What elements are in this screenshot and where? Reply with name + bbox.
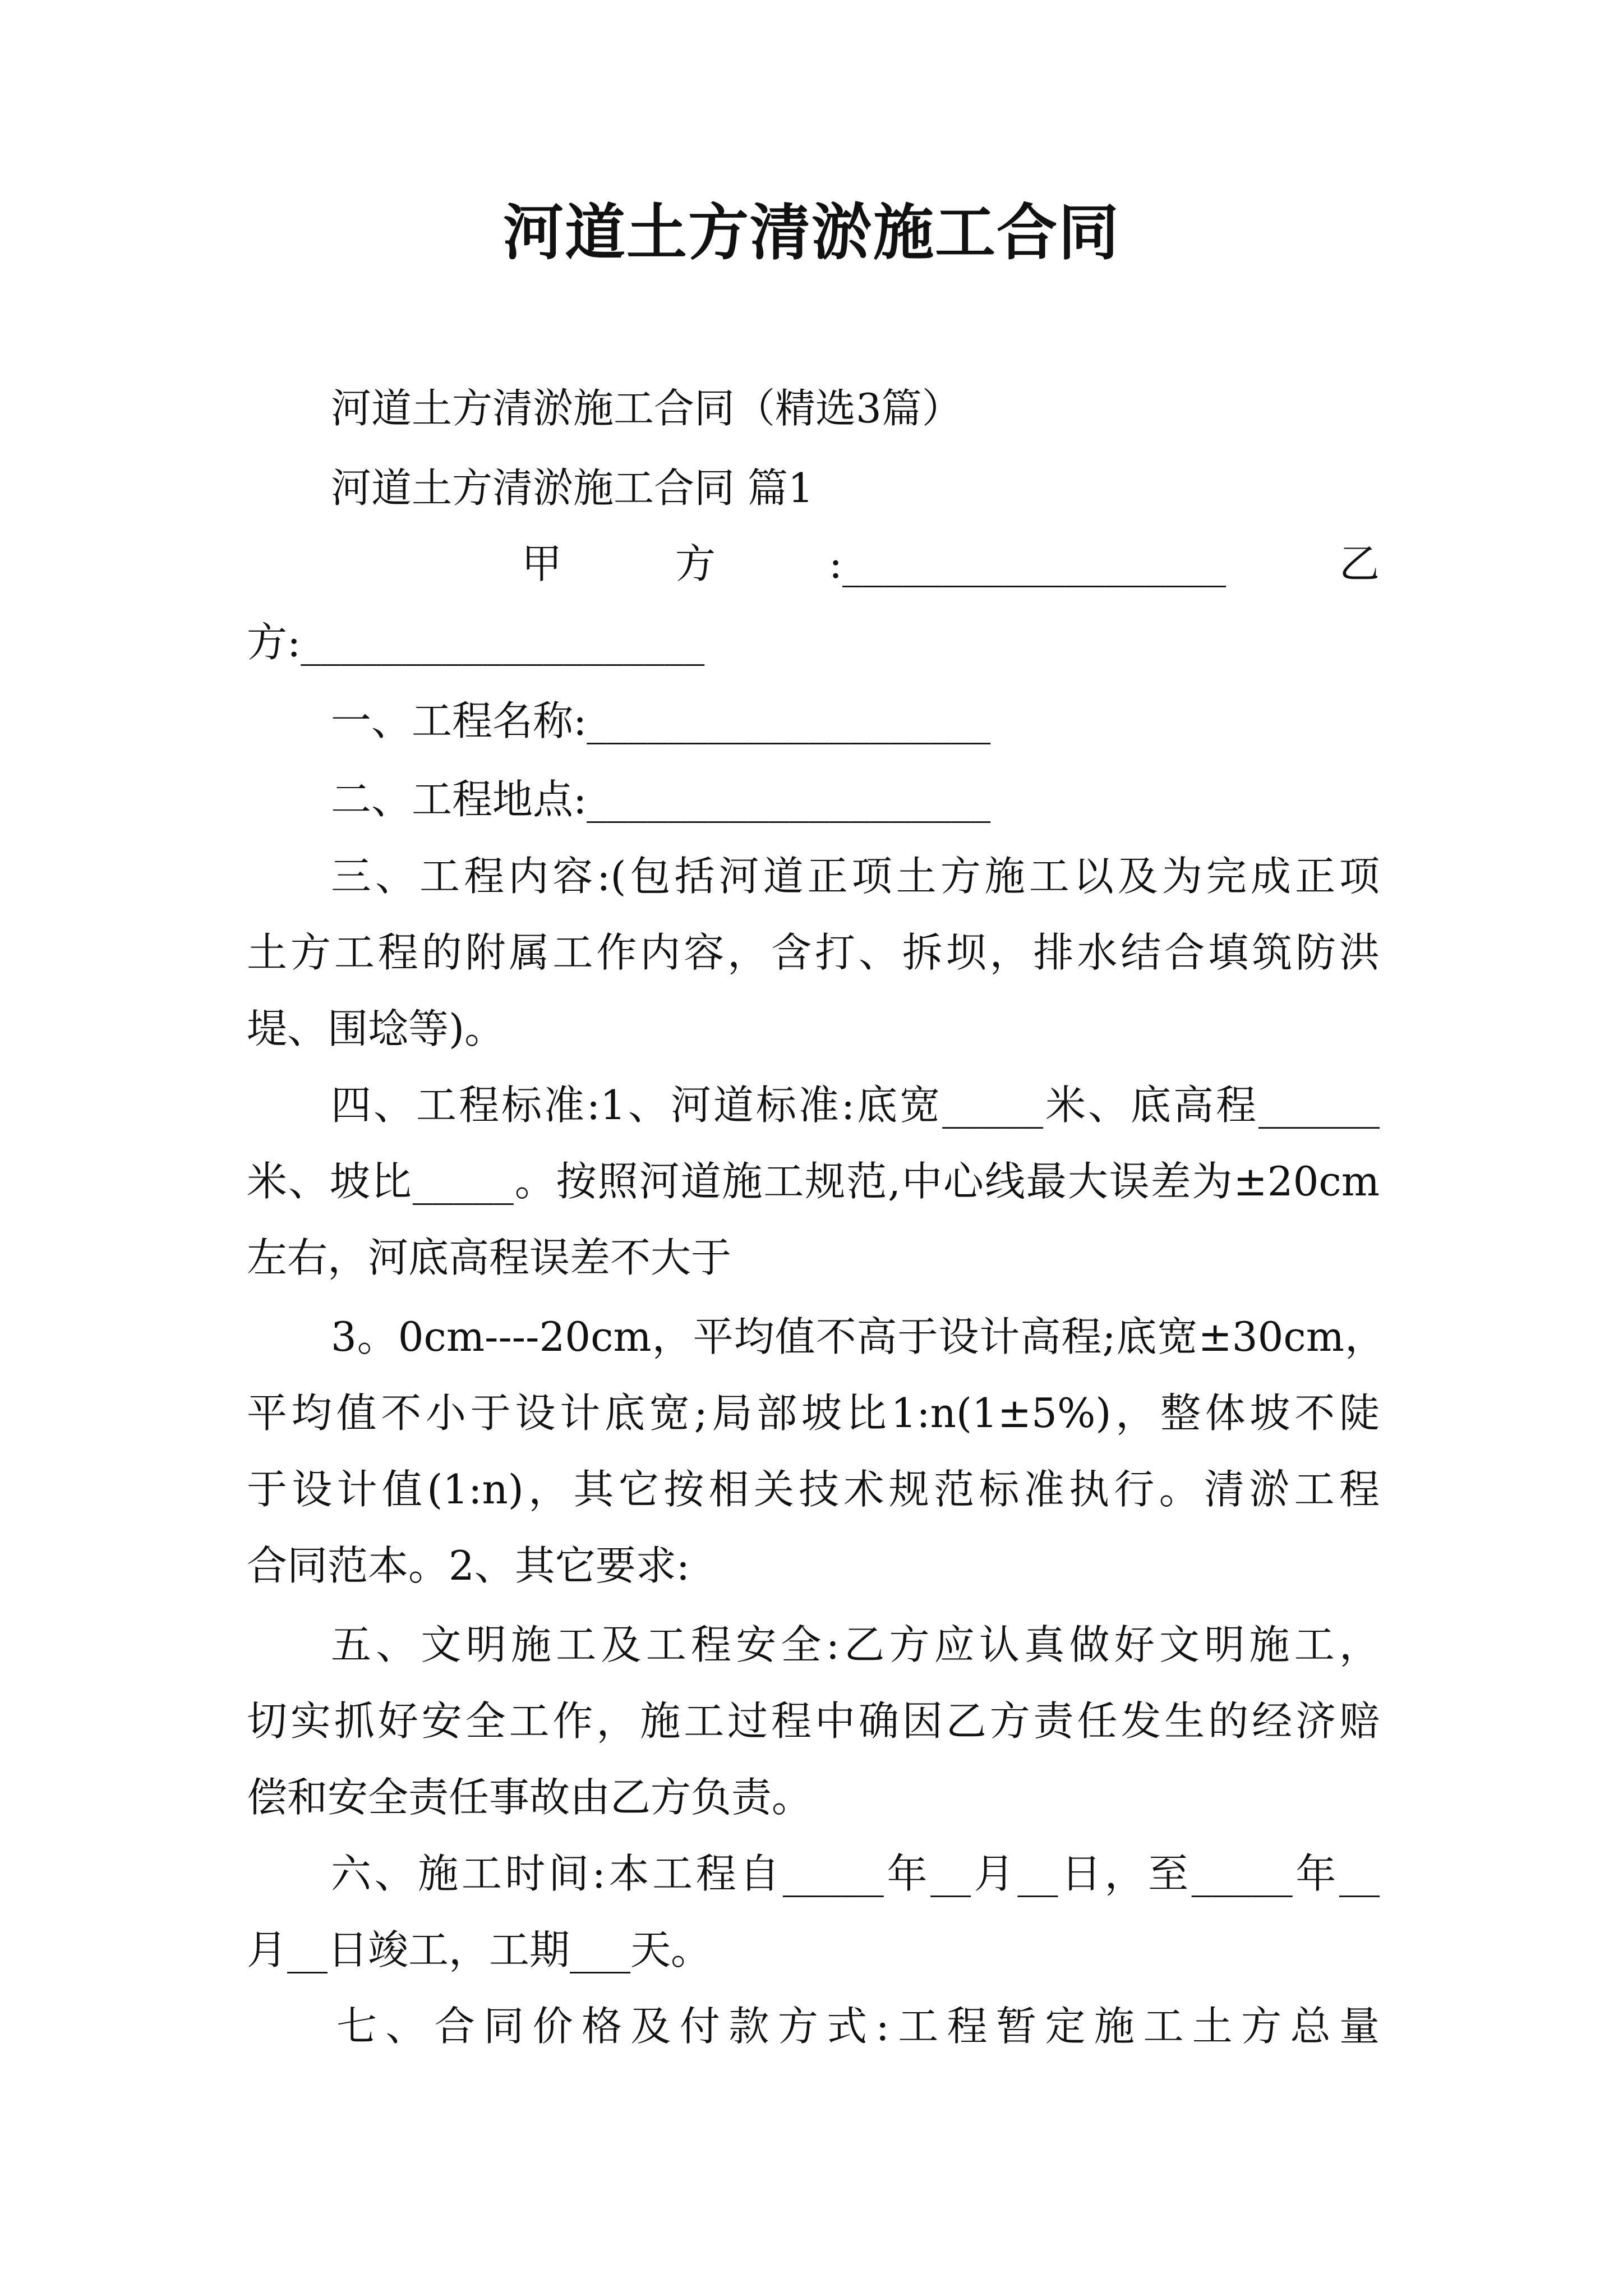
standard-line-3: 左右，河底高程误差不大于	[247, 1234, 732, 1281]
standard-line-1: 四、工程标准:1、河道标准:底宽_____米、底高程______	[331, 1082, 1380, 1129]
safety-line-1: 五、文明施工及工程安全:乙方应认真做好文明施工，	[331, 1621, 1380, 1668]
party-b-line: 方:____________________	[247, 619, 705, 666]
section-heading-line: 河道土方清淤施工合同 篇1	[331, 464, 814, 512]
standard-line-7: 合同范本。2、其它要求:	[247, 1542, 690, 1589]
project-location-line: 二、工程地点:____________________	[331, 776, 991, 823]
standard-line-2: 米、坡比_____。按照河道施工规范,中心线最大误差为±20cm	[247, 1158, 1380, 1205]
standard-line-4: 3。0cm----20cm，平均值不高于设计高程;底宽±30cm，	[331, 1313, 1385, 1360]
standard-line-6: 于设计值(1:n)，其它按相关技术规范标准执行。清淤工程	[247, 1466, 1380, 1513]
project-name-line: 一、工程名称:____________________	[331, 697, 991, 744]
safety-line-3: 偿和安全责任事故由乙方负责。	[247, 1774, 813, 1821]
schedule-line-1: 六、施工时间:本工程自_____年__月__日，至_____年__	[331, 1850, 1380, 1897]
party-a-line: 甲 方 :___________________ 乙	[522, 540, 1380, 587]
safety-line-2: 切实抓好安全工作，施工过程中确因乙方责任发生的经济赔	[247, 1697, 1380, 1745]
document-title: 河道土方清淤施工合同	[502, 197, 1120, 268]
content-line-3: 堤、围埝等)。	[247, 1005, 505, 1052]
price-line-1: 七、合同价格及付款方式:工程暂定施工土方总量	[336, 2003, 1380, 2050]
schedule-line-2: 月__日竣工，工期___天。	[247, 1926, 712, 1973]
subtitle-line: 河道土方清淤施工合同（精选3篇）	[331, 385, 962, 432]
content-line-1: 三、工程内容:(包括河道正项土方施工以及为完成正项	[331, 853, 1380, 900]
standard-line-5: 平均值不小于设计底宽;局部坡比1:n(1±5%)，整体坡不陡	[247, 1389, 1380, 1437]
content-line-2: 土方工程的附属工作内容，含打、拆坝，排水结合填筑防洪	[247, 929, 1380, 976]
